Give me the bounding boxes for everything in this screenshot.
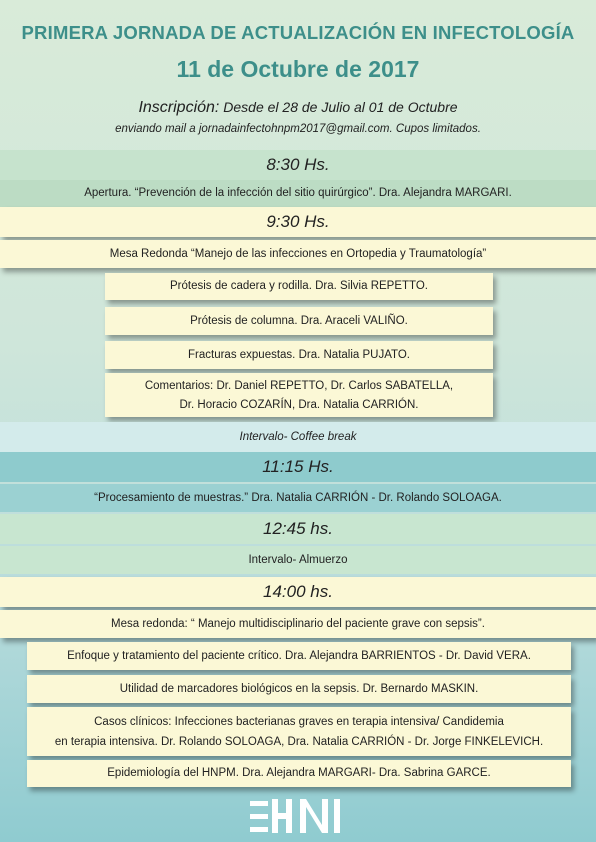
mesa-redonda-sepsis: Mesa redonda: “ Manejo multidisciplinario del paciente grave con sepsis”.: [0, 610, 596, 638]
talk-protesis-columna: Prótesis de columna. Dra. Araceli VALIÑO.: [105, 307, 493, 335]
talk-epidemiologia: Epidemiología del HNPM. Dra. Alejandra MARGARI- Dra. Sabrina GARCE.: [27, 760, 571, 787]
time-11-15: 11:15 Hs.: [0, 452, 596, 482]
casos-line-2: en terapia intensiva. Dr. Rolando SOLOAGA, Dra. Natalia CARRIÓN - Dr. Jorge FINKELEVICH.: [54, 736, 544, 748]
inscripcion-line: [0, 99, 596, 117]
time-8-30: 8:30 Hs.: [0, 150, 596, 180]
inscripcion-mail: enviando mail a jornadainfectohnpm2017@gmail.com. Cupos limitados.: [115, 123, 481, 135]
hnpm-logo-icon: [250, 797, 346, 835]
time-14-00: 14:00 hs.: [0, 577, 596, 607]
talk-paciente-critico: Enfoque y tratamiento del paciente crítico. Dra. Alejandra BARRIENTOS - Dr. David VERA.: [27, 642, 571, 670]
talk-fracturas-expuestas: Fracturas expuestas. Dra. Natalia PUJATO.: [105, 341, 493, 369]
comentarios-line-2: Dr. Horacio COZARÍN, Dra. Natalia CARRIÓN.: [179, 399, 419, 411]
inscripcion-range: Desde el 28 de Julio al 01 de Octubre: [223, 99, 458, 115]
casos-line-1: Casos clínicos: Infecciones bacterianas graves en terapia intensiva/ Candidemia: [94, 716, 504, 728]
comentarios-line-1: Comentarios: Dr. Daniel REPETTO, Dr. Carlos SABATELLA,: [144, 380, 454, 392]
event-title: PRIMERA JORNADA DE ACTUALIZACIÓN EN INFECTOLOGÍA: [21, 22, 575, 43]
time-12-45: 12:45 hs.: [0, 514, 596, 544]
inscripcion-label: Inscripción:: [138, 99, 220, 116]
event-date: 11 de Octubre de 2017: [176, 56, 420, 82]
mesa-redonda-ortopedia: Mesa Redonda “Manejo de las infecciones en Ortopedia y Traumatología”: [0, 240, 596, 268]
apertura-session: Apertura. “Prevención de la infección del sitio quirúrgico”. Dra. Alejandra MARGARI.: [0, 180, 596, 207]
coffee-break: Intervalo- Coffee break: [0, 422, 596, 452]
talk-protesis-cadera: Prótesis de cadera y rodilla. Dra. Silvia REPETTO.: [105, 273, 493, 300]
comentarios: [105, 373, 493, 417]
almuerzo: Intervalo- Almuerzo: [0, 546, 596, 574]
casos-clinicos: [27, 707, 571, 756]
talk-marcadores-biologicos: Utilidad de marcadores biológicos en la sepsis. Dr. Bernardo MASKIN.: [27, 675, 571, 703]
time-9-30: 9:30 Hs.: [0, 207, 596, 237]
procesamiento-session: “Procesamiento de muestras.” Dra. Natalia CARRIÓN - Dr. Rolando SOLOAGA.: [0, 484, 596, 512]
